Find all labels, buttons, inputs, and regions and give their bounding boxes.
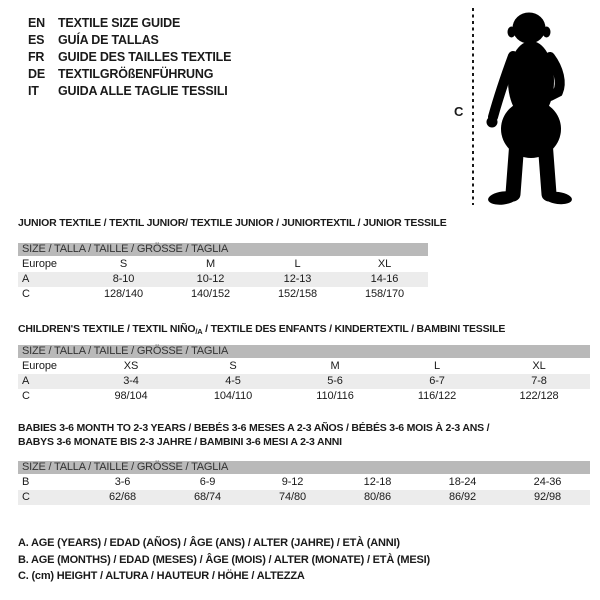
- table-cell: 74/80: [250, 490, 335, 505]
- table-cell: 62/68: [80, 490, 165, 505]
- table-cell: 152/158: [277, 288, 318, 300]
- table-cell: 4-5: [182, 374, 284, 389]
- table-row-europe: [18, 257, 428, 272]
- language-label: TEXTILGRÖßENFÜHRUNG: [58, 67, 214, 81]
- row-label: A: [18, 374, 80, 389]
- toddler-figure: [430, 0, 600, 220]
- language-row-fr: [28, 49, 231, 66]
- language-code: FR: [28, 50, 45, 64]
- table-cell: 68/74: [165, 490, 250, 505]
- table-cell: 140/152: [190, 288, 231, 300]
- table-cell: 24-36: [533, 476, 562, 488]
- junior-size-table: [18, 243, 428, 302]
- babies-title-line1: BABIES 3-6 MONTH TO 2-3 YEARS / BEBÉS 3-6 MESES A 2-3 AÑOS / BÉBÉS 3-6 MOIS À 2-3 ANS /: [18, 422, 490, 434]
- babies-size-header-bar: SIZE / TALLA / TAILLE / GRÖSSE / TAGLIA: [18, 461, 590, 474]
- table-cell: 18-24: [448, 476, 477, 488]
- row-label: C: [22, 390, 30, 402]
- table-cell: XS: [123, 360, 139, 372]
- measurement-legend: [18, 535, 430, 585]
- table-cell: S: [229, 360, 237, 372]
- table-cell: 116/122: [417, 390, 457, 402]
- children-size-header-bar: SIZE / TALLA / TAILLE / GRÖSSE / TAGLIA: [18, 345, 590, 358]
- table-row-age: [18, 374, 590, 389]
- table-row-height: [18, 389, 590, 404]
- table-cell: S: [119, 258, 128, 270]
- language-code: DE: [28, 67, 45, 81]
- babies-section-title: [18, 421, 489, 449]
- table-cell: 6-7: [386, 374, 488, 389]
- table-cell: 5-6: [284, 374, 386, 389]
- table-cell: 80/86: [335, 490, 420, 505]
- junior-table: [18, 257, 428, 302]
- table-cell: 86/92: [420, 490, 505, 505]
- table-cell: 12-18: [363, 476, 392, 488]
- table-cell: 3-6: [114, 476, 131, 488]
- language-code: ES: [28, 33, 45, 47]
- children-title-text: CHILDREN'S TEXTILE / TEXTIL NIÑO: [18, 323, 196, 335]
- table-cell: 6-9: [199, 476, 216, 488]
- row-label: A: [18, 272, 80, 287]
- language-row-de: [28, 66, 231, 83]
- row-label: Europe: [22, 360, 57, 372]
- children-title-text: / TEXTILE DES ENFANTS / KINDERTEXTIL / BAMBINI TESSILE: [202, 323, 506, 335]
- table-row-height: [18, 287, 428, 302]
- legend-line-c: C. (cm) HEIGHT / ALTURA / HAUTEUR / HÖHE / ALTEZZA: [18, 570, 305, 582]
- table-cell: 8-10: [80, 272, 167, 287]
- table-row-months: [18, 475, 590, 490]
- table-cell: 122/128: [519, 390, 559, 402]
- language-label: TEXTILE SIZE GUIDE: [58, 16, 181, 30]
- table-cell: 110/116: [316, 390, 354, 402]
- row-label: B: [22, 476, 30, 488]
- table-cell: M: [330, 360, 340, 372]
- babies-size-table: [18, 461, 590, 505]
- table-row-europe: [18, 359, 590, 374]
- table-cell: 7-8: [488, 374, 590, 389]
- table-cell: 10-12: [167, 272, 254, 287]
- children-size-table: [18, 345, 590, 404]
- toddler-silhouette-image: [480, 3, 595, 213]
- language-code: IT: [28, 84, 39, 98]
- table-cell: 158/170: [364, 288, 405, 300]
- row-label: C: [22, 288, 30, 300]
- table-cell: 92/98: [505, 490, 590, 505]
- row-label: C: [18, 490, 80, 505]
- legend-line-a: A. AGE (YEARS) / EDAD (AÑOS) / ÂGE (ANS) / ALTER (JAHRE) / ETÀ (ANNI): [18, 537, 400, 549]
- row-label: Europe: [22, 258, 57, 270]
- table-cell: 14-16: [341, 272, 428, 287]
- language-header: [28, 15, 231, 100]
- children-section-title: [18, 322, 505, 339]
- table-row-age: [18, 272, 428, 287]
- language-row-es: [28, 32, 231, 49]
- language-row-it: [28, 83, 231, 100]
- language-row-en: [28, 15, 231, 32]
- table-cell: 98/104: [114, 390, 148, 402]
- table-cell: 104/110: [213, 390, 253, 402]
- table-cell: XL: [532, 360, 546, 372]
- children-table: [18, 359, 590, 404]
- height-measure-label: C: [454, 104, 464, 119]
- table-cell: 9-12: [281, 476, 304, 488]
- table-row-height: [18, 490, 590, 505]
- table-cell: L: [294, 258, 301, 270]
- table-cell: XL: [377, 258, 392, 270]
- language-label: GUÍA DE TALLAS: [58, 33, 159, 47]
- babies-table: [18, 475, 590, 505]
- height-measure-dashed-line: [472, 8, 474, 205]
- legend-line-b: B. AGE (MONTHS) / EDAD (MESES) / ÂGE (MOIS) / ALTER (MONATE) / ETÀ (MESI): [18, 553, 430, 566]
- language-code: EN: [28, 16, 45, 30]
- language-label: GUIDA ALLE TAGLIE TESSILI: [58, 84, 228, 98]
- table-cell: 12-13: [254, 272, 341, 287]
- babies-title-line2: BABYS 3-6 MONATE BIS 2-3 JAHRE / BAMBINI 3-6 MESI A 2-3 ANNI: [18, 436, 342, 448]
- children-title-subscript: /A: [195, 327, 203, 336]
- junior-size-header-bar: SIZE / TALLA / TAILLE / GRÖSSE / TAGLIA: [18, 243, 428, 256]
- language-label: GUIDE DES TAILLES TEXTILE: [58, 50, 232, 64]
- table-cell: L: [433, 360, 441, 372]
- table-cell: 128/140: [103, 288, 144, 300]
- table-cell: 3-4: [80, 374, 182, 389]
- table-cell: M: [205, 258, 216, 270]
- junior-section-title: JUNIOR TEXTILE / TEXTIL JUNIOR/ TEXTILE JUNIOR / JUNIORTEXTIL / JUNIOR TESSILE: [18, 217, 447, 229]
